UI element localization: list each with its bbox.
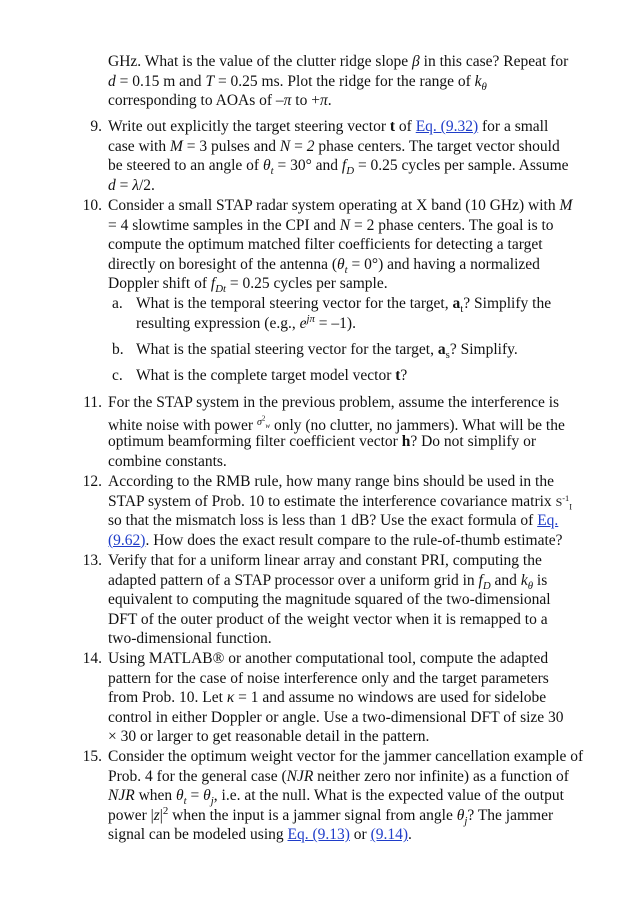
text-line: × 30 or larger to get reasonable detail in the pattern.: [108, 728, 430, 746]
text-line: NJR when $\theta_t = \theta_j$, i.e. at the null. What is the expected value of the output: [108, 787, 564, 808]
text-line: What is the temporal steering vector for the target, $a_t$? Simplify the: [136, 295, 552, 316]
text-line: Consider a small STAP radar system operating at X band (10 GHz) with M: [108, 197, 573, 214]
text-line: white noise with power $^{\sigma^2_w}$ only (no clutter, no jammers). What will be the: [108, 414, 565, 434]
sub-label: c.: [112, 367, 123, 384]
eq-9-13-link[interactable]: Eq. (9.13): [287, 826, 350, 844]
text-line: According to the RMB rule, how many range bins should be used in the: [108, 473, 554, 490]
sub-label: b.: [112, 341, 124, 358]
eq-9-14-link[interactable]: (9.14): [370, 826, 409, 844]
text-line: power $|z|^2$ when the input is a jammer signal from angle $\theta_j$? The jammer: [108, 804, 554, 827]
text-line: For the STAP system in the previous problem, assume the interference is: [108, 394, 560, 411]
text-line: case with M = 3 pulses and N = 2 phase centers. The target vector should: [108, 137, 560, 155]
text-line: STAP system of Prob. 10 to estimate the interference covariance matrix $S^{-1}_I$: [108, 492, 573, 511]
text-line: Verify that for a uniform linear array and constant PRI, computing the: [108, 552, 542, 569]
text-line: two-dimensional function.: [108, 630, 272, 648]
problem-number: 9.: [90, 118, 102, 135]
problem-number: 12.: [82, 473, 102, 490]
text-line: What is the spatial steering vector for the target, $a_s$? Simplify.: [136, 341, 518, 362]
text-line: GHz. What is the value of the clutter ridge slope β in this case? Repeat for: [108, 53, 569, 70]
text-line: Prob. 4 for the general case (NJR neither zero nor infinite) as a function of: [108, 767, 569, 785]
text-line: pattern for the case of noise interference only and the target parameters: [108, 669, 549, 687]
text-line: optimum beamforming filter coefficient vector h? Do not simplify or: [108, 433, 537, 451]
text-line: equivalent to computing the magnitude squared of the two-dimensional: [108, 591, 551, 609]
text-line: Doppler shift of $f_{Dt} = 0.25$ cycles per sample.: [108, 275, 388, 296]
text-line: adapted pattern of a STAP processor over a uniform grid in $f_D$ and $k_\theta$ is: [108, 571, 548, 592]
text-line: compute the optimum matched filter coefficients for detecting a target: [108, 236, 543, 254]
text-line: Consider the optimum weight vector for the jammer cancellation example of: [108, 748, 584, 765]
text-line: d = λ/2.: [108, 176, 155, 194]
problem-number: 15.: [82, 748, 102, 765]
text-line: Write out explicitly the target steering vector t of Eq. (9.32) for a small: [108, 118, 549, 135]
eq-9-32-link[interactable]: Eq. (9.32): [415, 118, 479, 135]
text-line: so that the mismatch loss is less than 1 dB? Use the exact formula of Eq.: [108, 512, 559, 530]
text-line: What is the complete target model vector t?: [136, 367, 408, 384]
text-line: control in either Doppler or angle. Use a two-dimensional DFT of size 30: [108, 708, 564, 726]
problem-number: 14.: [82, 650, 102, 667]
text-line: signal can be modeled using Eq. (9.13) or (9.14).: [108, 826, 412, 844]
text-line: corresponding to AOAs of –π to +π.: [108, 92, 332, 110]
eq-9-62-link[interactable]: Eq.: [537, 512, 559, 530]
text-line: = 4 slowtime samples in the CPI and N = 2 phase centers. The goal is to: [108, 216, 554, 234]
problem-number: 11.: [83, 394, 102, 411]
text-line: (9.62). How does the exact result compare to the rule-of-thumb estimate?: [108, 531, 563, 549]
sub-label: a.: [112, 295, 123, 312]
text-line: resulting expression (e.g., $e^{j\pi} = -1$).: [136, 312, 356, 332]
text-line: directly on boresight of the antenna $(\theta_t = 0^\circ)$ and having a normalized: [108, 255, 540, 276]
problem-number: 13.: [82, 552, 102, 569]
text-line: combine constants.: [108, 452, 227, 470]
text-line: from Prob. 10. Let κ = 1 and assume no windows are used for sidelobe: [108, 689, 547, 707]
text-line: DFT of the outer product of the weight vector when it is remapped to a: [108, 610, 548, 628]
text-line: be steered to an angle of $\theta_t = 30^\circ$ and $f_D = 0.25$ cycles per sample. Assume: [108, 157, 569, 178]
problem-number: 10.: [82, 197, 102, 214]
problem-8-continuation: [108, 52, 594, 111]
eq-9-62-link-continued[interactable]: (9.62): [108, 531, 146, 549]
text-line: Using MATLAB® or another computational tool, compute the adapted: [108, 650, 549, 667]
text-line: d = 0.15 m and T = 0.25 ms. Plot the ridge for the range of $k_\theta$: [108, 72, 487, 93]
